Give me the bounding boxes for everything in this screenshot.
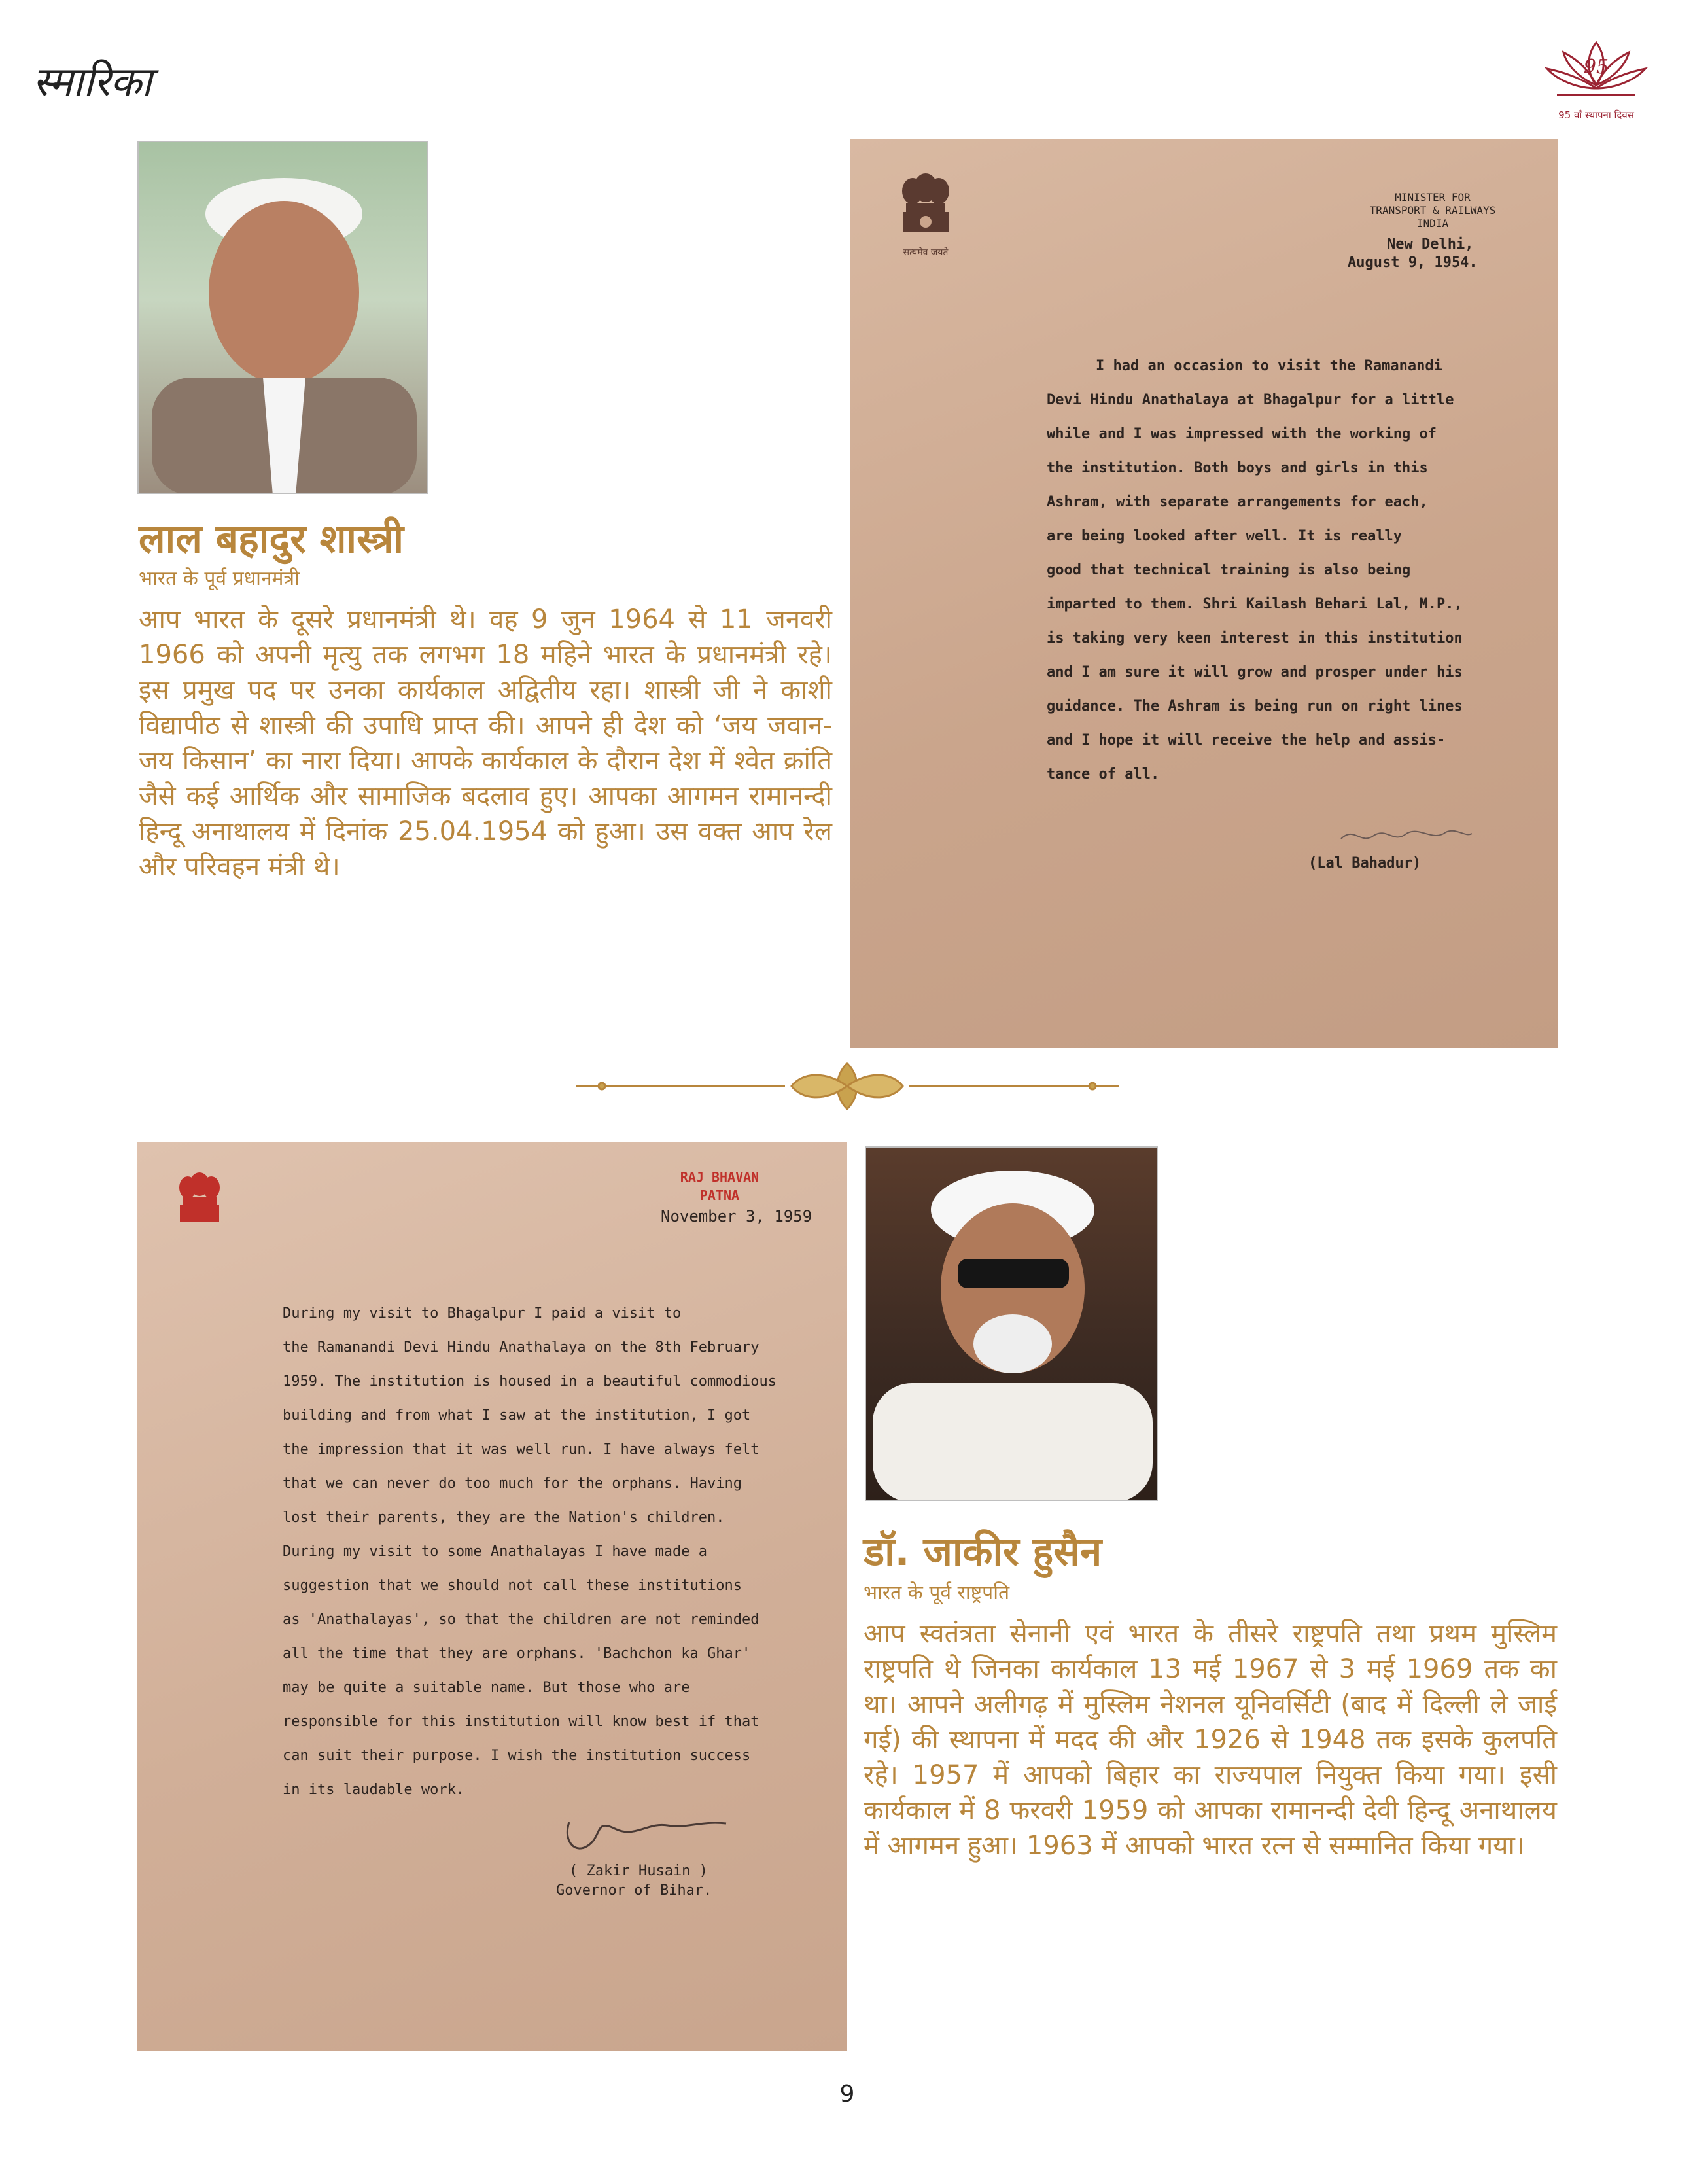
hussain-photo: [865, 1146, 1158, 1501]
ministry-letterhead: [1321, 191, 1544, 230]
letter-line: Devi Hindu Anathalaya at Bhagalpur for a little: [1047, 392, 1454, 408]
shastri-bio: आप भारत के दूसरे प्रधानमंत्री थे। वह 9 जुन 1964 से 11 जनवरी 1966 को अपनी मृत्यु तक लगभग 18 महिने भारत के प्रधानमंत्री रहे। इस प्रमुख पद पर उनका कार्यकाल अद्वितीय रहा। शास्त्री जी ने काशी विद्यापीठ से शास्त्री की उपाधि प्राप्त की। आपने ही देश को ‘जय जवान-जय किसान’ का नारा दिया। आपके कार्यकाल के दौरान देश में श्वेत क्रांति जैसे कई आर्थिक और सामाजिक बदलाव हुए। आपका आगमन रामानन्दी हिन्दू अनाथालय में दिनांक 25.04.1954 को हुआ। उस वक्त आप रेल और परिवहन मंत्री थे।: [139, 605, 832, 882]
anniversary-emblem: [1531, 33, 1662, 124]
letter-line: responsible for this institution will know best if that: [283, 1714, 759, 1730]
letter-line: can suit their purpose. I wish the institution success: [283, 1748, 751, 1764]
emblem-caption: सत्यमेव जयते: [903, 247, 949, 258]
letter-line: the Ramanandi Devi Hindu Anathalaya on the 8th February: [283, 1339, 759, 1356]
anniversary-number: 95: [1583, 56, 1609, 79]
hussain-bio: आप स्वतंत्रता सेनानी एवं भारत के तीसरे राष्ट्रपति तथा प्रथम मुस्लिम राष्ट्रपति थे जिनका कार्यकाल 13 मई 1967 से 3 मई 1969 तक का था। आपने अलीगढ़ में मुस्लिम नेशनल यूनिवर्सिटी (बाद में दिल्ली ले जाई गई) की स्थापना में मदद की और 1926 से 1948 तक इसके कुलपति रहे। 1957 में आपको बिहार का राज्यपाल नियुक्त किया गया। इसी कार्यकाल में 8 फरवरी 1959 को आपका रामानन्दी देवी हिन्दू अनाथालय में आगमन हुआ। 1963 में आपको भारत रत्न से सम्मानित किया गया।: [864, 1619, 1557, 1861]
hussain-signature-block: [556, 1861, 765, 1901]
shastri-signature-name: (Lal Bahadur): [1308, 855, 1422, 872]
letter-line: suggestion that we should not call these institutions: [283, 1577, 742, 1594]
shastri-name: लाल बहादुर शास्त्री: [139, 516, 404, 562]
letter-line: 1959. The institution is housed in a beautiful commodious: [283, 1373, 777, 1390]
letter-line: good that technical training is also being: [1047, 562, 1411, 578]
raj-bhavan-letterhead: [635, 1168, 805, 1205]
letterhead-line: PATNA: [699, 1188, 740, 1203]
letter-line: are being looked after well. It is really: [1047, 528, 1403, 544]
letter-line: I had an occasion to visit the Ramanandi: [1096, 358, 1442, 374]
shastri-letter-scan: [850, 139, 1558, 1048]
letter-line: During my visit to Bhagalpur I paid a visit to: [283, 1305, 682, 1322]
shastri-signature-icon: [1335, 819, 1478, 852]
letter-line: and I am sure it will grow and prosper under his: [1047, 664, 1463, 680]
letter-line: and I hope it will receive the help and assis-: [1047, 732, 1446, 749]
letter-line: in its laudable work.: [283, 1782, 465, 1798]
ornamental-divider-icon: [576, 1057, 1119, 1116]
letter-line: as 'Anathalayas', so that the children are not reminded: [283, 1612, 759, 1628]
letter-line: imparted to them. Shri Kailash Behari Lal, M.P.,: [1047, 596, 1463, 612]
hussain-signature-icon: [556, 1809, 752, 1861]
letter-line: that we can never do too much for the orphans. Having: [283, 1475, 742, 1492]
hussain-signature-name: ( Zakir Husain ): [569, 1863, 708, 1879]
letter-line: lost their parents, they are the Nation's children.: [283, 1509, 725, 1526]
letterhead-line: INDIA: [1416, 217, 1449, 230]
letter-line: may be quite a suitable name. But those who are: [283, 1680, 690, 1696]
hussain-role: भारत के पूर्व राष्ट्रपति: [864, 1581, 1010, 1604]
letter-line: the impression that it was well run. I have always felt: [283, 1441, 759, 1458]
letter-line: all the time that they are orphans. 'Bachchon ka Ghar': [283, 1646, 751, 1662]
letter-line: Ashram, with separate arrangements for each,: [1047, 494, 1428, 510]
ashoka-lion-icon: [893, 171, 958, 243]
shastri-letter-body: [1047, 358, 1557, 816]
letterhead-line: TRANSPORT & RAILWAYS: [1369, 204, 1496, 217]
letter-line: tance of all.: [1047, 766, 1160, 783]
letter-line: building and from what I saw at the institution, I got: [283, 1407, 751, 1424]
letter-line: the institution. Both boys and girls in this: [1047, 460, 1428, 476]
letterhead-line: MINISTER FOR: [1395, 191, 1471, 203]
hussain-signature-title: Governor of Bihar.: [556, 1882, 712, 1899]
letter-place-date: [1348, 236, 1557, 272]
letter-line: while and I was impressed with the working of: [1047, 426, 1437, 442]
smarika-logo-text: स्मारिका: [33, 58, 152, 105]
hussain-name: डॉ. जाकीर हुसैन: [864, 1529, 1102, 1575]
hussain-letter-date: November 3, 1959: [661, 1207, 812, 1225]
ashoka-lion-red-icon: [173, 1171, 226, 1230]
shastri-role: भारत के पूर्व प्रधानमंत्री: [139, 567, 300, 590]
ashoka-emblem: [886, 171, 965, 258]
shastri-photo: [137, 141, 428, 494]
hussain-letter-scan: [137, 1142, 847, 2051]
lotus-emblem-icon: [1531, 33, 1662, 105]
anniversary-caption: 95 वाँ स्थापना दिवस: [1558, 109, 1634, 121]
letter-date: August 9, 1954.: [1348, 255, 1478, 271]
letter-line: guidance. The Ashram is being run on right lines: [1047, 698, 1463, 714]
letterhead-line: RAJ BHAVAN: [680, 1169, 759, 1185]
hussain-letter-body: [283, 1305, 832, 1803]
page-number: 9: [839, 2081, 855, 2107]
smarika-logo: [33, 52, 164, 111]
letter-place: New Delhi,: [1387, 236, 1474, 253]
letter-line: During my visit to some Anathalayas I have made a: [283, 1543, 708, 1560]
letter-line: is taking very keen interest in this institution: [1047, 630, 1463, 646]
